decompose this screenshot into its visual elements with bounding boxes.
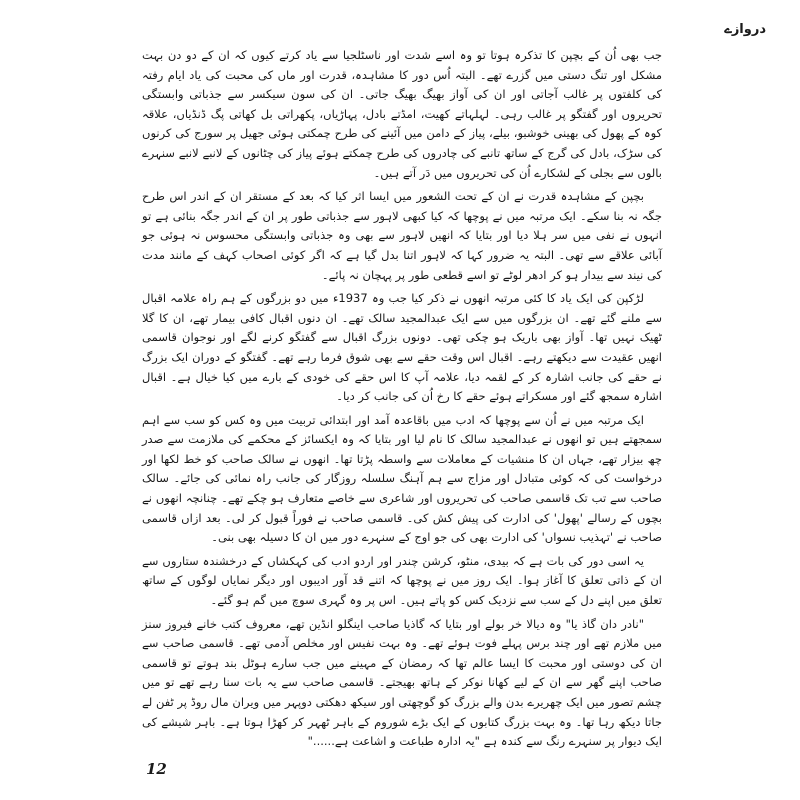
paragraph: جب بھی اُن کے بچپن کا تذکرہ ہوتا تو وہ اسے شدت اور ناسٹلجیا سے یاد کرتے کیوں کہ ان کے دو دن بہت مشکل اور تنگ دستی میں گزرے تھے۔ البتہ اُس دور کا مشاہدہ، قدرت اور ماں کی محبت کی یاد ایام رفتہ کی کلفتوں پر غالب آجاتی اور ان کی آواز بھیگ بھیگ جاتی۔ ان کی سون سیکسر سے جذباتی وابستگی تحریروں اور گفتگو پر غالب رہی۔ لہلہاتے کھیت، امڈتے بادل، پہاڑیاں، پکھراتی بل کھاتی پگ ڈنڈیاں، علاقہ کوہ کے پھول کی بھینی خوشبو، بیلے، پیاز کے دامن میں آئینے کی طرح چمکتی ہوئی جھیل پر سورج کی کرنوں کی سڑک، بادل کی گرج کے ساتھ تانبے کی چادروں کی طرح چمکتے ہوئے پیاز کی چٹانوں کے لانبے لانبے سنہرے بالوں سے بجلی کے لشکارے اُن کی تحریروں میں دَر آتے ہیں۔ <box>142 48 662 180</box>
running-header: دروازے <box>724 22 766 37</box>
paragraph: لڑکپن کی ایک یاد کا کئی مرتبہ انھوں نے ذکر کیا جب وہ 1937ء میں دو بزرگوں کے ہم راہ علامہ اقبال سے ملنے گئے تھے۔ ان بزرگوں میں سے ایک عبدالمجید سالک تھے۔ ان دنوں اقبال کافی بیمار تھے، ان کا گلا ٹھیک نہیں تھا۔ آواز بھی باریک ہو چکی تھی۔ دونوں بزرگ اقبال سے گفتگو کرنے لگے اور نوجوان قاسمی انھیں عقیدت سے دیکھتے رہے۔ اقبال اس وقت حقے سے بھی شوق فرما رہے تھے۔ گفتگو کے دوران ایک بزرگ نے حقے کی جانب اشارہ کر کے لقمہ دیا، علامہ آپ کا اس حقے کی خودی کے بارے میں کیا خیال ہے۔ اقبال اشارہ سمجھ گئے اور مسکراتے ہوئے حقے کا رخ اُن کی جانب کر دیا۔ <box>142 291 662 404</box>
paragraph: یہ اسی دور کی بات ہے کہ بیدی، منٹو، کرشن چندر اور اردو ادب کی کہکشاں کے درخشندہ ستاروں سے ان کے ذاتی تعلق کا آغاز ہوا۔ ایک روز میں نے پوچھا کہ اتنے قد آور ادیبوں اور دیگر نمایاں لوگوں کے ساتھ تعلق میں اپنے دل کے سب سے نزدیک کس کو پاتے ہیں۔ اس پر وہ گہری سوچ میں گم ہو گئے۔ <box>142 553 662 608</box>
paragraph: "نادر دان گاذ یا" وہ دیالا خر بولے اور بتایا کہ گاذیا صاحب اینگلو انڈین تھے، معروف کتب خانے فیروز سنز میں ملازم تھے اور چند برس پہلے فوت ہوئے تھے۔ وہ بہت نفیس اور مخلص آدمی تھے۔ قاسمی صاحب سے ان کی دوستی اور محبت کا ایسا عالم تھا کہ رمضان کے مہینے میں جب سارے ہوٹل بند ہوتے تو قاسمی صاحب اپنے گھر سے ان کے لیے کھانا نوکر کے ہاتھ بھیجتے۔ قاسمی صاحب سے یہ بات سنا رہے تھے تو میں چشم تصور میں ایک چھریرے بدن والے بزرگ کو گوچھتی اور سیکھ دھکتی دوپہر میں ویران مال روڈ پر ٹفن لے جاتا دیکھ رہا تھا۔ وہ بہت بزرگ کتابوں کے ایک بڑے شوروم کے باہر ٹھہر کر کھڑا ہوتا ہے۔ باہر شیشے کی ایک دیوار پر سنہرے رنگ سے کندہ ہے "یہ ادارہ طباعت و اشاعت ہے......" <box>142 616 662 749</box>
body-text <box>142 46 662 756</box>
paragraph: ایک مرتبہ میں نے اُن سے پوچھا کہ ادب میں باقاعدہ آمد اور ابتدائی تربیت میں وہ کس کو سب سے اہم سمجھتے ہیں تو انھوں نے عبدالمجید سالک کا نام لیا اور بتایا کہ وہ ایکسائز کے محکمے کی ملازمت سے صدر چھ بیزار تھے، جہاں ان کا منشیات کے معاملات سے واسطہ پڑتا تھا۔ انھوں نے سالک صاحب کو خط لکھا اور درخواست کی کہ کوئی متبادل اور مزاج سے ہم آہنگ سلسلہ روزگار کی جانب راہ نمائی کی جائے۔ سالک صاحب سے تب تک قاسمی صاحب کی تحریروں اور شاعری سے خاصے متعارف ہو چکے تھے۔ چنانچہ انھوں نے بچوں کے رسالے 'پھول' کی ادارت کی پیش کش کی۔ قاسمی صاحب نے فوراً قبول کر لی۔ بعد ازاں قاسمی صاحب نے 'تہذیب نسواں' کی ادارت بھی کی جو اوج کے سنہرے دور میں ان کا دسیلہ بھی بنی۔ <box>142 412 662 545</box>
page-number: 12 <box>146 760 167 778</box>
paragraph: بچپن کے مشاہدہ قدرت نے ان کے تحت الشعور میں ایسا اثر کیا کہ بعد کے مستقر ان کے اندر اس طرح جگہ نہ بنا سکے۔ ایک مرتبہ میں نے پوچھا کہ کیا کبھی لاہور سے جذباتی طور پر ان کے اندر جگہ بنائی ہے تو انہوں نے نفی میں سر ہلا دیا اور بتایا کہ انھیں لاہور سے بھی وہ جذباتی وابستگی محسوس نہ ہوئی جو آبائی علاقے سے تھی۔ البتہ یہ ضرور کہا کہ لاہور اتنا بدل گیا ہے کہ اگر کوئی اصحاب کہف کے مانند مدت کی نیند سے بیدار ہو کر ادھر لوٹے تو اسے قطعی طور پر پہچان نہ پائے۔ <box>142 189 662 282</box>
